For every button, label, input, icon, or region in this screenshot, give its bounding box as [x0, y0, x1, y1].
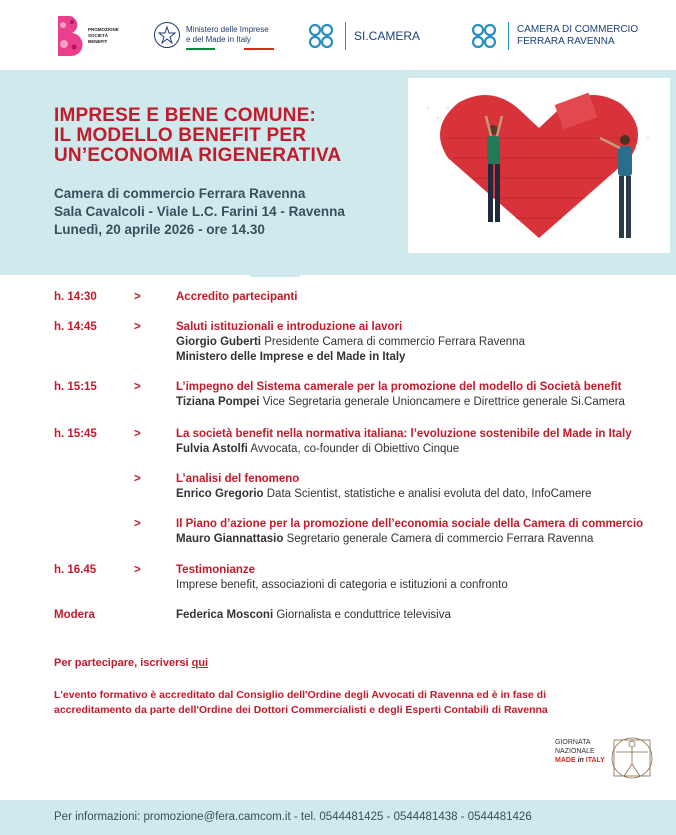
agenda-body: [176, 320, 656, 365]
ccfr-label: [517, 24, 638, 48]
agenda-arrow: >: [134, 518, 141, 530]
agenda-topic: Accredito partecipanti: [176, 291, 298, 303]
speaker-name: Fulvia Astolfi: [176, 443, 248, 455]
register-text: Per partecipare, iscriversi: [54, 657, 192, 669]
promozione-societa-benefit-logo: [54, 14, 118, 58]
sicamera-swirl-icon: [305, 20, 337, 52]
event-venue: [54, 185, 345, 239]
giornata-line: GIORNATA: [555, 739, 591, 746]
agenda-body: [176, 472, 656, 502]
agenda-arrow: >: [134, 564, 141, 576]
bpsb-line: SOCIETÀ: [88, 33, 109, 38]
republic-emblem-icon: [154, 22, 180, 48]
title-line: IMPRESE E BENE COMUNE:: [54, 105, 316, 126]
speaker-role: Presidente Camera di commercio Ferrara Ravenna: [264, 336, 525, 348]
contact-info: Per informazioni: promozione@fera.camcom.it - tel. 0544481425 - 0544481438 - 0544481426: [54, 811, 532, 823]
moderator-role: Giornalista e conduttrice televisiva: [276, 609, 451, 621]
bpsb-label: [88, 27, 118, 45]
moderator-name: Federica Mosconi: [176, 609, 274, 621]
agenda-time: h. 14:30: [54, 291, 97, 303]
agenda-speaker: [176, 335, 656, 350]
agenda-topic: Il Piano d’azione per la promozione dell’economia sociale della Camera di commercio: [176, 518, 644, 530]
agenda-body: [176, 290, 656, 305]
giornata-label: [555, 738, 605, 765]
ccfr-line: FERRARA RAVENNA: [517, 36, 615, 47]
footer: [0, 800, 676, 835]
agenda-body: [176, 427, 656, 457]
speaker-name: Enrico Gregorio: [176, 488, 264, 500]
tricolor-stripe: [186, 48, 274, 50]
event-title: [54, 106, 394, 166]
agenda-body: [176, 517, 656, 547]
logo-separator: [345, 22, 346, 50]
made-in-italy-label: [555, 756, 605, 765]
agenda-topic: Testimonianze: [176, 564, 256, 576]
moderator-label: Modera: [54, 609, 95, 621]
register-link[interactable]: qui: [191, 657, 209, 669]
agenda-topic: L’analisi del fenomeno: [176, 473, 300, 485]
made-word: MADE: [555, 757, 576, 764]
ccfr-line: CAMERA DI COMMERCIO: [517, 24, 639, 35]
mimit-label: [186, 25, 269, 45]
agenda-time: h. 16.45: [54, 564, 97, 576]
speaker-role: Vice Segretaria generale Unioncamere e Direttrice generale Si.Camera: [262, 396, 625, 408]
in-word: in: [577, 757, 584, 764]
agenda-speaker: [176, 395, 656, 410]
agenda-body: [176, 563, 656, 593]
venue-date: Lunedì, 20 aprile 2026 - ore 14.30: [54, 222, 265, 237]
agenda-topic: La società benefit nella normativa italiana: l’evoluzione sostenibile del Made in Italy: [176, 428, 632, 440]
venue-line: Camera di commercio Ferrara Ravenna: [54, 186, 306, 201]
agenda-speaker: [176, 487, 656, 502]
agenda-arrow: >: [134, 473, 141, 485]
accreditation-line: L'evento formativo è accreditato dal Consiglio dell'Ordine degli Avvocati di Ravenna ed è in fase di: [54, 689, 546, 701]
agenda-arrow: >: [134, 381, 141, 393]
speaker-role: Data Scientist, statistiche e analisi evoluta del dato, InfoCamere: [266, 488, 592, 500]
sicamera-logo: [305, 20, 420, 52]
italy-word: ITALY: [585, 757, 605, 764]
agenda-speaker: [176, 442, 656, 457]
speaker-name: Giorgio Guberti: [176, 336, 261, 348]
agenda-topic: L’impegno del Sistema camerale per la promozione del modello di Società benefit: [176, 381, 622, 393]
title-line: IL MODELLO BENEFIT PER: [54, 125, 307, 146]
register-line: [54, 657, 208, 669]
ccfr-logo: [468, 20, 638, 52]
bpsb-line: PROMOZIONE: [88, 27, 119, 32]
agenda-time: h. 15:15: [54, 381, 97, 393]
benefit-b-icon: [54, 14, 84, 58]
agenda-arrow: >: [134, 428, 141, 440]
agenda-topic: Saluti istituzionali e introduzione ai lavori: [176, 321, 403, 333]
mimit-logo: [154, 22, 269, 48]
mimit-line: e del Made in Italy: [186, 35, 251, 44]
agenda-speaker: [176, 350, 656, 365]
agenda-time: h. 15:45: [54, 428, 97, 440]
ccfr-swirl-icon: [468, 20, 500, 52]
logo-separator: [508, 22, 509, 50]
hero-heart-image: [408, 78, 670, 253]
sicamera-label: SI.CAMERA: [354, 29, 421, 43]
agenda-body: [176, 608, 656, 623]
agenda-arrow: >: [134, 291, 141, 303]
speaker-name: Tiziana Pompei: [176, 396, 260, 408]
speaker-role: Avvocata, co-founder di Obiettivo Cinque: [250, 443, 460, 455]
title-line: UN’ECONOMIA RIGENERATIVA: [54, 145, 342, 166]
mimit-line: Ministero delle Imprese: [186, 25, 269, 34]
speaker-name: Mauro Giannattasio: [176, 533, 284, 545]
giornata-line: NAZIONALE: [555, 748, 595, 755]
bpsb-line: BENEFIT: [88, 39, 108, 44]
agenda-body: [176, 380, 656, 410]
speaker-name: Ministero delle Imprese e del Made in Italy: [176, 351, 406, 363]
agenda-speaker: [176, 532, 656, 547]
accreditation-note: [54, 688, 614, 718]
speaker-role: Segretario generale Camera di commercio Ferrara Ravenna: [286, 533, 594, 545]
venue-line: Sala Cavalcoli - Viale L.C. Farini 14 - Ravenna: [54, 204, 345, 219]
accreditation-line: accreditamento da parte dell'Ordine dei Dottori Commercialisti e degli Esperti Contabili di Ravenna: [54, 704, 548, 716]
vitruvian-man-icon: [610, 730, 654, 786]
agenda-arrow: >: [134, 321, 141, 333]
logo-strip: [0, 0, 676, 70]
giornata-made-in-italy-logo: [555, 728, 655, 798]
agenda-speaker: Imprese benefit, associazioni di categoria e istituzioni a confronto: [176, 579, 508, 591]
agenda-time: h. 14:45: [54, 321, 97, 333]
